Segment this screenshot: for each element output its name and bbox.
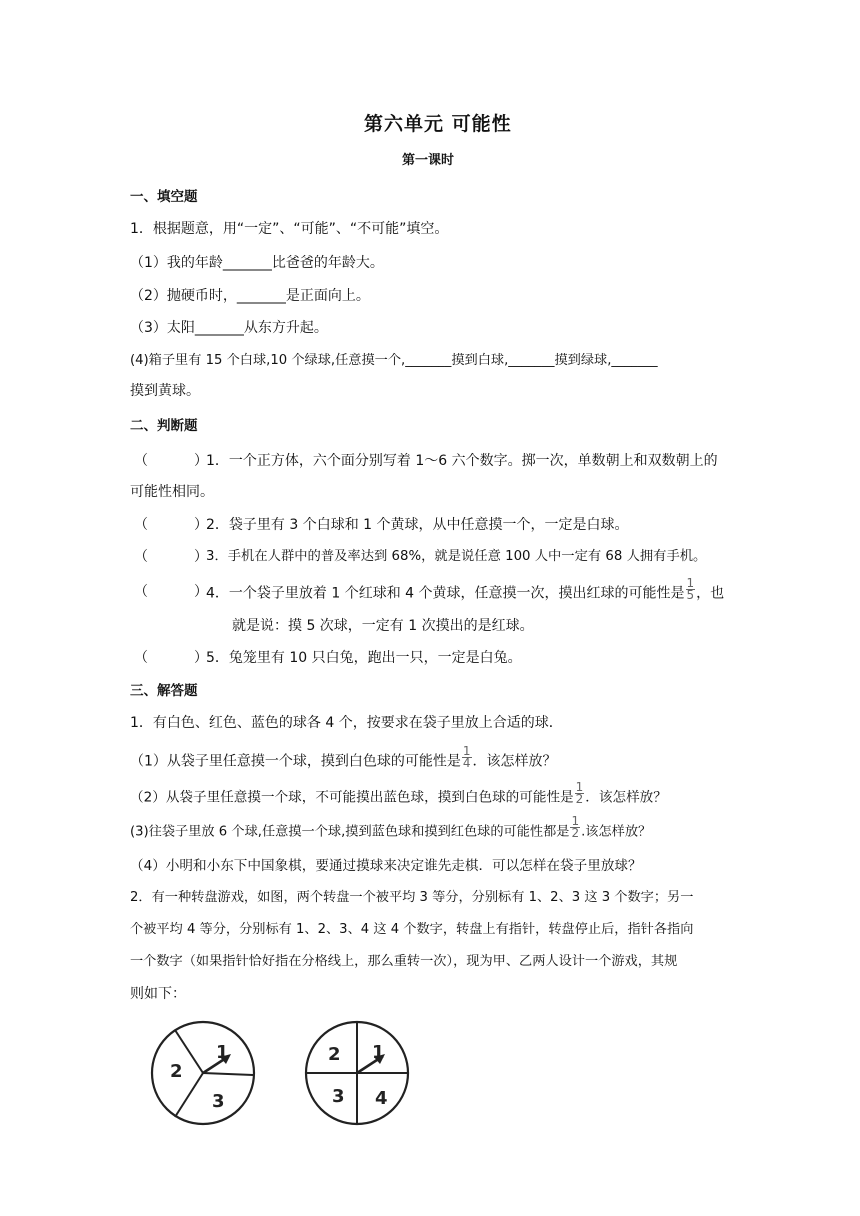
question-item <box>130 814 652 843</box>
judge-text: 4．一个袋子里放着 1 个红球和 4 个黄球，任意摸一次，摸出红球的可能性是 <box>206 585 685 602</box>
judge-text: 1．一个正方体，六个面分别写着 1～6 六个数字。掷一次，单数朝上和双数朝上的 <box>206 453 718 469</box>
judge-text-continued: 就是说：摸 5 次球，一定有 1 次摸出的是红球。 <box>232 618 534 634</box>
fraction-numerator: 1 <box>686 576 695 590</box>
question-item <box>130 744 557 773</box>
question-text: （2）从袋子里任意摸一个球，不可能摸出蓝色球，摸到白色球的可能性是 <box>130 789 574 806</box>
question-text: (3)往袋子里放 6 个球,任意摸一个球,摸到蓝色球和摸到红色球的可能性都是 <box>130 824 570 840</box>
question-text: 2．有一种转盘游戏，如图，两个转盘一个被平均 3 等分，分别标有 1、2、3 这 3 个数字；另一 <box>130 890 694 905</box>
answer-paren-close: ） <box>194 517 208 533</box>
fraction-numerator: 1 <box>575 780 584 794</box>
fraction-numerator: 1 <box>462 744 471 758</box>
judge-text: ，也 <box>696 585 725 602</box>
question-item: (4)箱子里有 15 个白球,10 个绿球,任意摸一个,_______摸到白球,_______摸到绿球,_______ <box>130 353 658 368</box>
answer-paren-close: ） <box>194 584 208 600</box>
spinner-number: 2 <box>328 1044 341 1065</box>
fraction-denominator: 2 <box>571 826 580 840</box>
section-heading-true-false: 二、判断题 <box>130 418 198 434</box>
fraction-numerator: 1 <box>571 814 580 828</box>
answer-paren-close: ） <box>194 453 208 469</box>
spinner-number: 1 <box>372 1042 385 1063</box>
question-item: （2）抛硬币时，_______是正面向上。 <box>130 288 370 304</box>
question-text: 一个数字（如果指针恰好指在分格线上，那么重转一次），现为甲、乙两人设计一个游戏，其规 <box>130 954 678 969</box>
fraction-one-fourth <box>462 746 472 769</box>
spinner-three-sections <box>148 1020 260 1128</box>
answer-paren-open: （ <box>134 517 148 533</box>
question-item: （3）太阳_______从东方升起。 <box>130 320 328 336</box>
fraction-denominator: 4 <box>462 756 471 770</box>
answer-paren-open: （ <box>134 453 148 469</box>
fraction-one-fifth <box>686 578 696 601</box>
spinner-number: 4 <box>375 1088 388 1109</box>
question-text: 个被平均 4 等分，分别标有 1、2、3、4 这 4 个数字，转盘上有指针，转盘停止后，指针各指向 <box>130 922 694 937</box>
answer-paren-open: （ <box>134 650 148 666</box>
page-title: 第六单元 可能性 <box>364 113 512 135</box>
answer-paren-close: ） <box>194 650 208 666</box>
question-item: （4）小明和小东下中国象棋，要通过摸球来决定谁先走棋．可以怎样在袋子里放球？ <box>130 858 642 874</box>
spinner-number: 1 <box>216 1042 229 1063</box>
page-subtitle: 第一课时 <box>402 153 455 168</box>
judge-text-with-fraction <box>206 576 725 605</box>
fraction-denominator: 5 <box>686 588 695 602</box>
answer-paren-open: （ <box>134 584 148 600</box>
judge-text: 5．兔笼里有 10 只白兔，跑出一只，一定是白兔。 <box>206 650 522 666</box>
question-item <box>130 780 667 809</box>
spinner-number: 2 <box>170 1061 183 1082</box>
spinner-four-sections <box>302 1020 414 1128</box>
fraction-denominator: 2 <box>575 792 584 806</box>
fraction-one-half <box>575 782 585 805</box>
question-text: ．该怎样放？ <box>585 789 667 806</box>
section-heading-solve: 三、解答题 <box>130 683 198 699</box>
judge-text: 2．袋子里有 3 个白球和 1 个黄球，从中任意摸一个，一定是白球。 <box>206 517 629 533</box>
question-text: 则如下： <box>130 986 186 1002</box>
judge-text: 3．手机在人群中的普及率达到 68%，就是说任意 100 人中一定有 68 人拥有手机。 <box>206 549 707 564</box>
question-text: ．该怎样放？ <box>472 753 557 770</box>
judge-text-continued: 可能性相同。 <box>130 484 214 500</box>
answer-paren-open: （ <box>134 549 148 565</box>
spinner-number: 3 <box>212 1091 225 1112</box>
question-text: 1．根据题意，用“一定”、“可能”、“不可能”填空。 <box>130 221 449 237</box>
answer-paren-close: ） <box>194 549 208 565</box>
question-item: （1）我的年龄_______比爸爸的年龄大。 <box>130 255 384 271</box>
spinner-number: 3 <box>332 1086 345 1107</box>
question-item-continued: 摸到黄球。 <box>130 383 200 399</box>
question-text: （1）从袋子里任意摸一个球，摸到白色球的可能性是 <box>130 753 461 770</box>
question-text: 1．有白色、红色、蓝色的球各 4 个，按要求在袋子里放上合适的球． <box>130 715 563 731</box>
section-heading-fill-in: 一、填空题 <box>130 189 198 205</box>
fraction-one-half <box>570 816 580 839</box>
question-text: .该怎样放？ <box>581 824 652 840</box>
